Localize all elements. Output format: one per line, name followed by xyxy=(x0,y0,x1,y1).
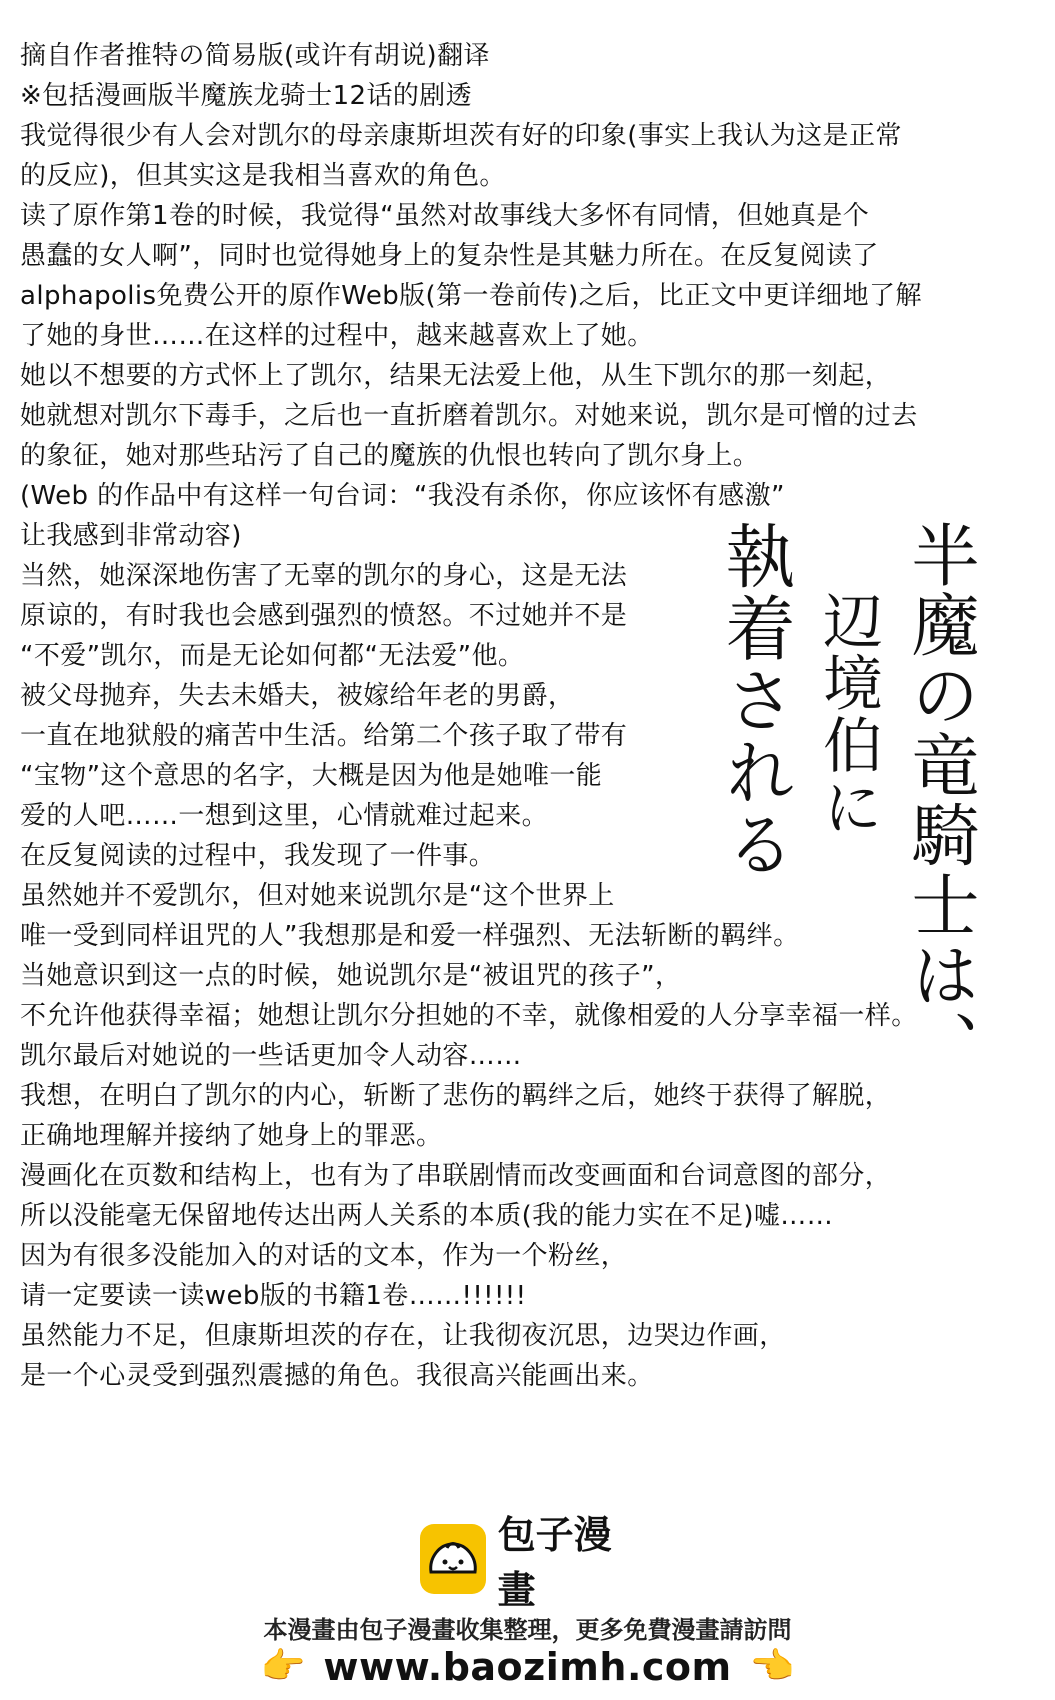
article-line: 当她意识到这一点的时候，她说凯尔是“被诅咒的孩子”， xyxy=(20,961,682,991)
pointing-right-hand-icon: 👉 xyxy=(260,1646,306,1687)
article-line: 摘自作者推特の简易版(或许有胡说)翻译 xyxy=(20,41,490,71)
site-logo[interactable] xyxy=(420,1513,640,1612)
article-line: “不爱”凯尔，而是无论如何都“无法爱”他。 xyxy=(20,641,525,671)
article-line: 她以不想要的方式怀上了凯尔，结果无法爱上他，从生下凯尔的那一刻起， xyxy=(20,361,892,391)
article-line: 在反复阅读的过程中，我发现了一件事。 xyxy=(20,841,496,871)
article-line: 我想，在明白了凯尔的内心，斩断了悲伤的羁绊之后，她终于获得了解脱， xyxy=(20,1081,892,1111)
article-line: 唯一受到同样诅咒的人”我想那是和爱一样强烈、无法斩断的羁绊。 xyxy=(20,921,800,951)
article-line: ※包括漫画版半魔族龙骑士12话的剧透 xyxy=(20,81,473,111)
article-line: 她就想对凯尔下毒手，之后也一直折磨着凯尔。对她来说，凯尔是可憎的过去 xyxy=(20,401,918,431)
footer-url-row xyxy=(0,1642,1055,1692)
article-line: 读了原作第1卷的时候，我觉得“虽然对故事线大多怀有同情，但她真是个 xyxy=(20,201,870,231)
article-line: 当然，她深深地伤害了无辜的凯尔的身心，这是无法 xyxy=(20,561,628,591)
article-line: 请一定要读一读web版的书籍1卷……!!!!!! xyxy=(20,1281,527,1311)
article-line: 虽然她并不爱凯尔，但对她来说凯尔是“这个世界上 xyxy=(20,881,615,911)
vertical-title-col-2: 辺境伯に xyxy=(813,590,883,838)
article-text xyxy=(20,36,1040,1396)
article-line: 漫画化在页数和结构上，也有为了串联剧情而改变画面和台词意图的部分， xyxy=(20,1161,892,1191)
article-line: 因为有很多没能加入的对话的文本，作为一个粉丝， xyxy=(20,1241,628,1271)
article-line: 虽然能力不足，但康斯坦茨的存在，让我彻夜沉思，边哭边作画， xyxy=(20,1321,786,1351)
article-line: 的象征，她对那些玷污了自己的魔族的仇恨也转向了凯尔身上。 xyxy=(20,441,760,471)
article-line: 让我感到非常动容) xyxy=(20,521,242,551)
pointing-left-hand-icon: 👈 xyxy=(749,1646,795,1687)
article-line: 爱的人吧……一想到这里，心情就难过起来。 xyxy=(20,801,549,831)
article-line: 了她的身世……在这样的过程中，越来越喜欢上了她。 xyxy=(20,321,654,351)
logo-text: 包子漫畫 xyxy=(497,1513,612,1612)
article-line: 是一个心灵受到强烈震撼的角色。我很高兴能画出来。 xyxy=(20,1361,654,1391)
article-line: 原谅的，有时我也会感到强烈的愤怒。不过她并不是 xyxy=(20,601,628,631)
article-line: 凯尔最后对她说的一些话更加令人动容…… xyxy=(20,1041,522,1071)
article-line: (Web 的作品中有这样一句台词：“我没有杀你，你应该怀有感激” xyxy=(20,481,785,511)
site-url-link[interactable]: www.baozimh.com xyxy=(323,1645,732,1689)
footer-note: 本漫畫由包子漫畫收集整理，更多免費漫畫請訪問 xyxy=(263,1616,792,1644)
article-line: alphapolis免费公开的原作Web版(第一卷前传)之后，比正文中更详细地了解 xyxy=(20,281,922,311)
vertical-title-col-1: 半魔の竜騎士は、 xyxy=(900,520,979,1080)
article-line: 愚蠢的女人啊”，同时也觉得她身上的复杂性是其魅力所在。在反复阅读了 xyxy=(20,241,879,271)
article-line: “宝物”这个意思的名字，大概是因为他是她唯一能 xyxy=(20,761,603,791)
bun-logo-icon xyxy=(420,1524,486,1594)
article-line: 我觉得很少有人会对凯尔的母亲康斯坦茨有好的印象(事实上我认为这是正常 xyxy=(20,121,902,151)
article-line: 被父母抛弃，失去未婚夫，被嫁给年老的男爵， xyxy=(20,681,575,711)
article-line: 一直在地狱般的痛苦中生活。给第二个孩子取了带有 xyxy=(20,721,628,751)
vertical-title-col-3: 執着される xyxy=(714,520,796,880)
article-line: 的反应)，但其实这是我相当喜欢的角色。 xyxy=(20,161,506,191)
article-line: 不允许他获得幸福；她想让凯尔分担她的不幸，就像相爱的人分享幸福一样。 xyxy=(20,1001,918,1031)
article-line: 正确地理解并接纳了她身上的罪恶。 xyxy=(20,1121,443,1151)
article-line: 所以没能毫无保留地传达出两人关系的本质(我的能力实在不足)嘘…… xyxy=(20,1201,834,1231)
